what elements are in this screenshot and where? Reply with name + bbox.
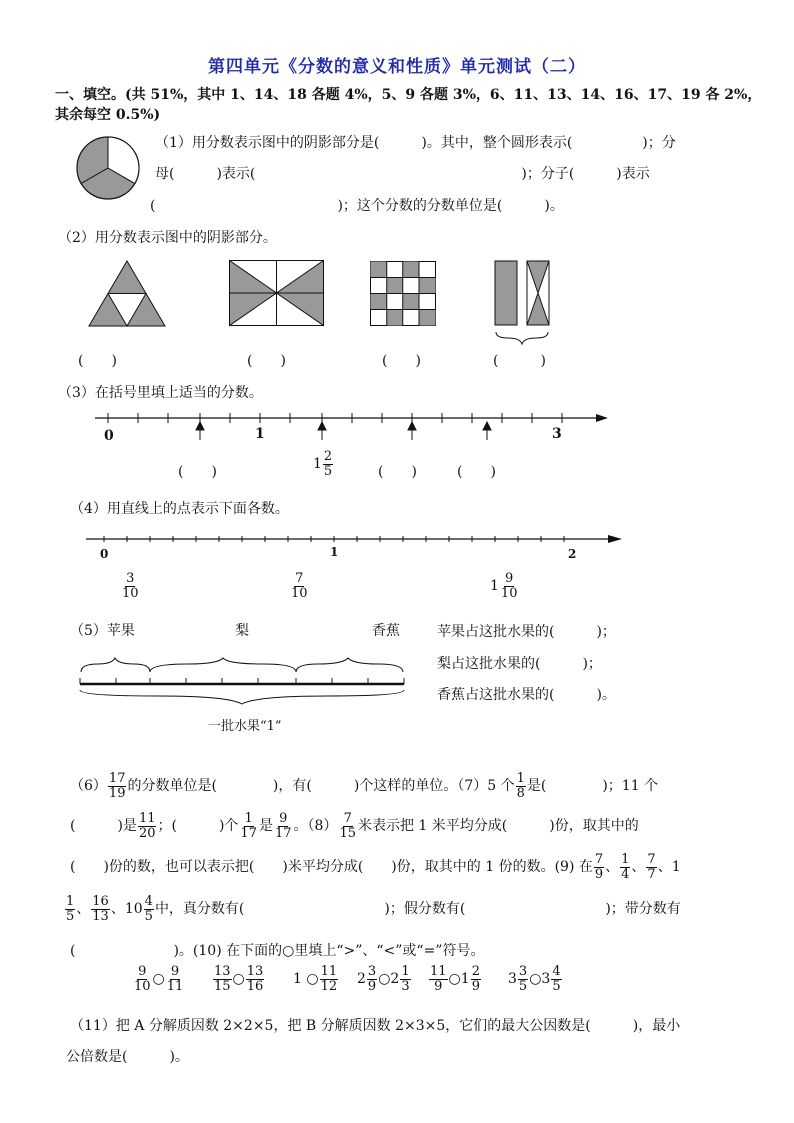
q3-text: （3）在括号里填上适当的分数。 bbox=[58, 385, 263, 401]
q3-mixed-number: 1 $\frac{2}{5}$ bbox=[313, 449, 333, 479]
q3-tick-1: 1 bbox=[255, 426, 265, 442]
q4-fraction-3: 1 $\frac{9}{10}$ bbox=[490, 571, 518, 601]
q5-answer-banana[interactable]: 香蕉占这批水果的( )。 bbox=[437, 687, 616, 703]
page-title: 第四单元《分数的意义和性质》单元测试（二） bbox=[208, 57, 586, 77]
q6-line1: （6） $\frac{17}{19}$ 的分数单位是( )，有( )个这样的单位。（7）5 个 $\frac{1}{8}$ 是( )；11 个 bbox=[70, 771, 659, 801]
q9-q10-line5: ( )。(10) 在下面的○里填上“>”、“<”或“=”符号。 bbox=[70, 943, 485, 959]
q4-text: （4）用直线上的点表示下面各数。 bbox=[70, 501, 289, 517]
q5-fruit-diagram bbox=[78, 656, 408, 706]
q5-pear-label: 梨 bbox=[235, 623, 249, 639]
q4-number-line bbox=[84, 533, 624, 549]
section-heading: 一、填空。(共 51%，其中 1、14、18 各题 4%，5、9 各题 3%，6、11、13、14、16、17、19 各 2%， bbox=[55, 87, 762, 103]
q10-compare-2[interactable]: $\frac{13}{15}$ ○ $\frac{13}{16}$ bbox=[214, 964, 264, 994]
q10-compare-4[interactable]: 2 $\frac{3}{9}$ ○2 $\frac{1}{3}$ bbox=[357, 964, 410, 994]
q3-tick-3: 3 bbox=[552, 426, 562, 442]
q4-fraction-2: $\frac{7}{10}$ bbox=[291, 571, 308, 601]
q5-total-label: 一批水果“1” bbox=[208, 719, 282, 734]
q2-bars-figure bbox=[494, 260, 554, 350]
section-heading-2: 其余每空 0.5%) bbox=[55, 107, 161, 123]
q9-line4: $\frac{1}{5}$ 、 $\frac{16}{13}$ 、10 $\frac{4}{5}$ 中，真分数有( )；假分数有( )；带分数有 bbox=[66, 894, 681, 924]
q8-q9-line3: ( )份的数，也可以表示把( )米平均分成( )份，取其中的 1 份的数。(9) 在 $\frac{7}{9}$ 、 $\frac{1}{4}$ 、 $\frac{7}{7}$ 、1 bbox=[70, 852, 681, 882]
q5-apple-label: （5）苹果 bbox=[70, 623, 135, 639]
q3-blank-1[interactable]: ( ) bbox=[178, 464, 217, 480]
q4-tick-0: 0 bbox=[100, 547, 109, 561]
q3-tick-0: 0 bbox=[104, 428, 114, 444]
q1-circle-figure bbox=[75, 135, 141, 201]
q5-banana-label: 香蕉 bbox=[372, 623, 400, 639]
q11-line1: （11）把 A 分解质因数 2×2×5，把 B 分解质因数 2×3×5，它们的最大公因数是( )，最小 bbox=[70, 1018, 681, 1034]
q4-fraction-1: $\frac{3}{10}$ bbox=[122, 571, 139, 601]
q1-line3: ( )；这个分数的分数单位是( )。 bbox=[150, 198, 564, 214]
q10-compare-3[interactable]: 1 ○ $\frac{11}{12}$ bbox=[293, 964, 338, 994]
q7-q8-line2: ( )是 $\frac{11}{20}$ ；( )个 $\frac{1}{17}$ 是 $\frac{9}{17}$ 。（8） $\frac{7}{15}$ 米表示把 1 米平均分成( )份，取其中的 bbox=[70, 811, 639, 841]
q2-blank-1[interactable]: ( ) bbox=[78, 353, 117, 369]
q2-grid-figure bbox=[370, 261, 436, 326]
q2-triangle-figure bbox=[88, 260, 166, 328]
q2-text: （2）用分数表示图中的阴影部分。 bbox=[58, 230, 277, 246]
q1-line1: （1）用分数表示图中的阴影部分是( )。其中，整个圆形表示( )；分 bbox=[155, 135, 676, 151]
q1-line2: 母( )表示( )；分子( )表示 bbox=[155, 166, 650, 182]
q2-blank-4[interactable]: ( ) bbox=[493, 353, 546, 369]
q3-number-line bbox=[90, 408, 610, 443]
q10-compare-1[interactable]: $\frac{9}{10}$ ○ $\frac{9}{11}$ bbox=[134, 964, 184, 994]
q5-answer-pear[interactable]: 梨占这批水果的( )； bbox=[437, 656, 602, 672]
q10-compare-6[interactable]: 3 $\frac{3}{5}$ ○3 $\frac{4}{5}$ bbox=[508, 964, 561, 994]
q5-answer-apple[interactable]: 苹果占这批水果的( )； bbox=[437, 624, 616, 640]
q2-blank-2[interactable]: ( ) bbox=[247, 353, 286, 369]
q4-tick-1: 1 bbox=[330, 545, 339, 559]
q4-tick-2: 2 bbox=[568, 547, 577, 561]
q10-compare-5[interactable]: $\frac{11}{9}$ ○1 $\frac{2}{9}$ bbox=[430, 964, 480, 994]
q3-blank-2[interactable]: ( ) bbox=[378, 464, 417, 480]
q3-blank-3[interactable]: ( ) bbox=[457, 464, 496, 480]
q2-rectangle-figure bbox=[229, 260, 324, 326]
q11-line2: 公倍数是( )。 bbox=[66, 1049, 189, 1065]
q2-blank-3[interactable]: ( ) bbox=[382, 353, 421, 369]
